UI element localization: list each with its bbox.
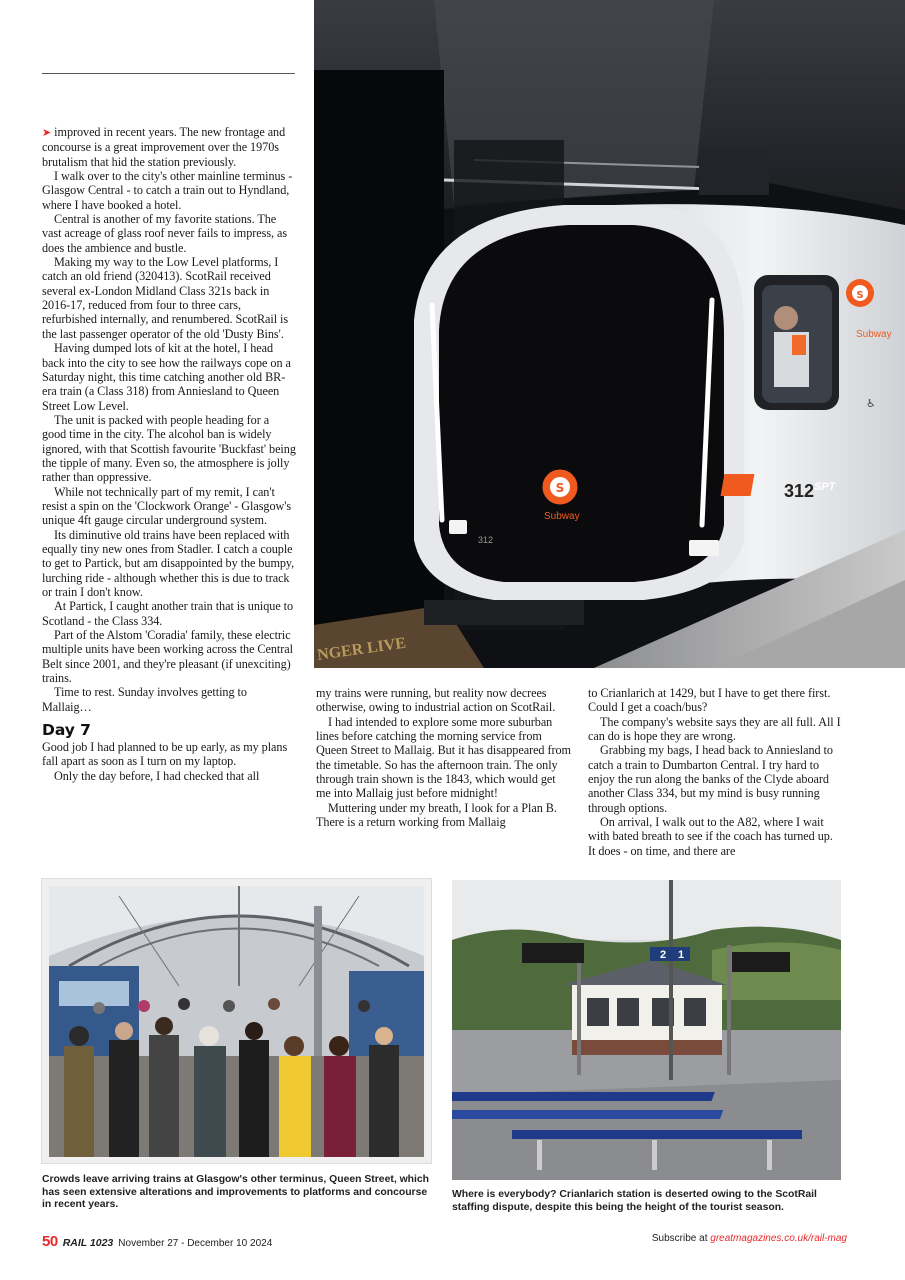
platform-number-2: 2 (660, 949, 667, 961)
svg-text:S: S (856, 290, 864, 301)
paragraph: I had intended to explore some more suburban lines before catching the morning service from Queen Street to Mallaig. But it has disappeared from the timetable. So has the afternoon train. The only through train shown is the 1843, which would get me into Mallaig just before midnight! (316, 714, 571, 801)
front-unit-number: 312 (478, 535, 494, 545)
paragraph: At Partick, I caught another train that is unique to Scotland - the Class 334. (42, 599, 294, 628)
right-photo-caption: Where is everybody? Crianlarich station is deserted owing to the ScotRail staffing dispute, despite this being the height of the tourist season. (452, 1189, 817, 1213)
top-rule (42, 73, 295, 74)
issue-dates: November 27 - December 10 2024 (118, 1238, 273, 1249)
crianlarich-station-photo (452, 880, 841, 1180)
station-crowd-illustration (49, 886, 424, 1157)
platform-number-1: 1 (678, 949, 685, 961)
left-photo-caption: Crowds leave arriving trains at Glasgow's other terminus, Queen Street, which has seen extensive alterations and improvements to platforms and concourse in recent years. (42, 1174, 430, 1211)
article-column-1 (42, 125, 296, 783)
article-column-2 (316, 686, 571, 829)
paragraph: Central is another of my favorite stations. The vast acreage of glass roof never fails to impress, as does the ambience and bustle. (42, 212, 288, 255)
paragraph: Grabbing my bags, I head back to Anniesland to catch a train to Dumbarton Central. I try hard to enjoy the run along the banks of the Clyde aboard another Class 334, but my mind is busy running through options. (588, 743, 833, 815)
operator-logo: SPT (814, 481, 836, 493)
paragraph: While not technically part of my remit, I can't resist a spin on the 'Clockwork Orange' - Glasgow's unique 4ft gauge circular underground system. (42, 484, 292, 528)
subway-side-label: Subway (856, 329, 892, 340)
svg-text:S: S (555, 481, 565, 495)
queen-street-photo-frame (41, 878, 432, 1164)
paragraph: Time to rest. Sunday involves getting to Mallaig… (42, 685, 247, 714)
subway-front-label: Subway (544, 511, 580, 522)
paragraph: Muttering under my breath, I look for a Plan B. There is a return working from Mallaig (316, 800, 557, 830)
paragraph-text: improved in recent years. The new frontage and concourse is a great improvement over the 1970s brutalism that hid the station previously. (42, 125, 286, 169)
paragraph: Part of the Alstom 'Coradia' family, these electric multiple units have been working across the Central Belt since 2001, and they're pleasant (if unexciting) trains. (42, 628, 293, 686)
paragraph: The unit is packed with people heading for a good time in the city. The alcohol ban is widely ignored, with that Scottish favourite 'Buckfast' being the tipple of many. Even so, the atmosphere is jolly rather than oppressive. (42, 412, 296, 485)
subway-train-illustration (314, 0, 905, 668)
paragraph: Good job I had planned to be up early, as my plans fall apart as soon as I turn on my laptop. (42, 740, 288, 769)
subscribe-label: Subscribe at (651, 1233, 708, 1244)
paragraph: I walk over to the city's other mainline terminus - Glasgow Central - to catch a train out to Hyndland, where I have booked a hotel. (42, 169, 293, 212)
section-heading: Day 7 (42, 721, 91, 740)
unit-number: 312 (784, 481, 815, 501)
paragraph: The company's website says they are all full. All I can do is hope they are wrong. (588, 714, 841, 744)
magazine-issue: RAIL 1023 (62, 1237, 114, 1249)
crianlarich-platform-illustration (452, 880, 841, 1180)
subway-train-photo (314, 0, 905, 668)
paragraph (42, 125, 296, 169)
paragraph: On arrival, I walk out to the A82, where I wait with bated breath to see if the coach has turned up. It does - on time, and there are (588, 815, 833, 858)
subscribe-link[interactable]: greatmagazines.co.uk/rail-mag (710, 1233, 847, 1244)
paragraph: to Crianlarich at 1429, but I have to get there first. Could I get a coach/bus? (588, 686, 831, 715)
continue-arrow-icon: ➤ (42, 126, 52, 139)
paragraph: Having dumped lots of kit at the hotel, I head back into the city to see how the railways cope on a Saturday night, this time catching another old BR-era train (a Class 318) from Anniesland to Queen Street Low Level. (42, 341, 291, 413)
article-column-3 (588, 686, 842, 858)
paragraph: my trains were running, but reality now decrees otherwise, owing to industrial action on ScotRail. (316, 686, 556, 715)
page-number: 50 (42, 1233, 58, 1250)
queen-street-crowd-photo (49, 886, 424, 1157)
footer-left (42, 1233, 272, 1250)
wall-sign-text: NGER LIVE (316, 634, 408, 664)
footer-right (652, 1233, 847, 1244)
paragraph: Making my way to the Low Level platforms, I catch an old friend (320413). ScotRail received several ex-London Midland Class 321s back in 2016-17, reduced from four to three cars, refurbished internally, and renumbered. ScotRail is the last passenger operator of the old 'Dusty Bins'. (42, 255, 289, 341)
paragraph: Its diminutive old trains have been replaced with equally tiny new ones from Stadler. I catch a couple to get to Partick, but am disappointed by the bumpy, lurching ride - although whether this is due to track or train I don't know. (42, 527, 295, 599)
accessibility-icon: ♿ (866, 397, 876, 410)
paragraph: Only the day before, I had checked that all (54, 768, 260, 783)
